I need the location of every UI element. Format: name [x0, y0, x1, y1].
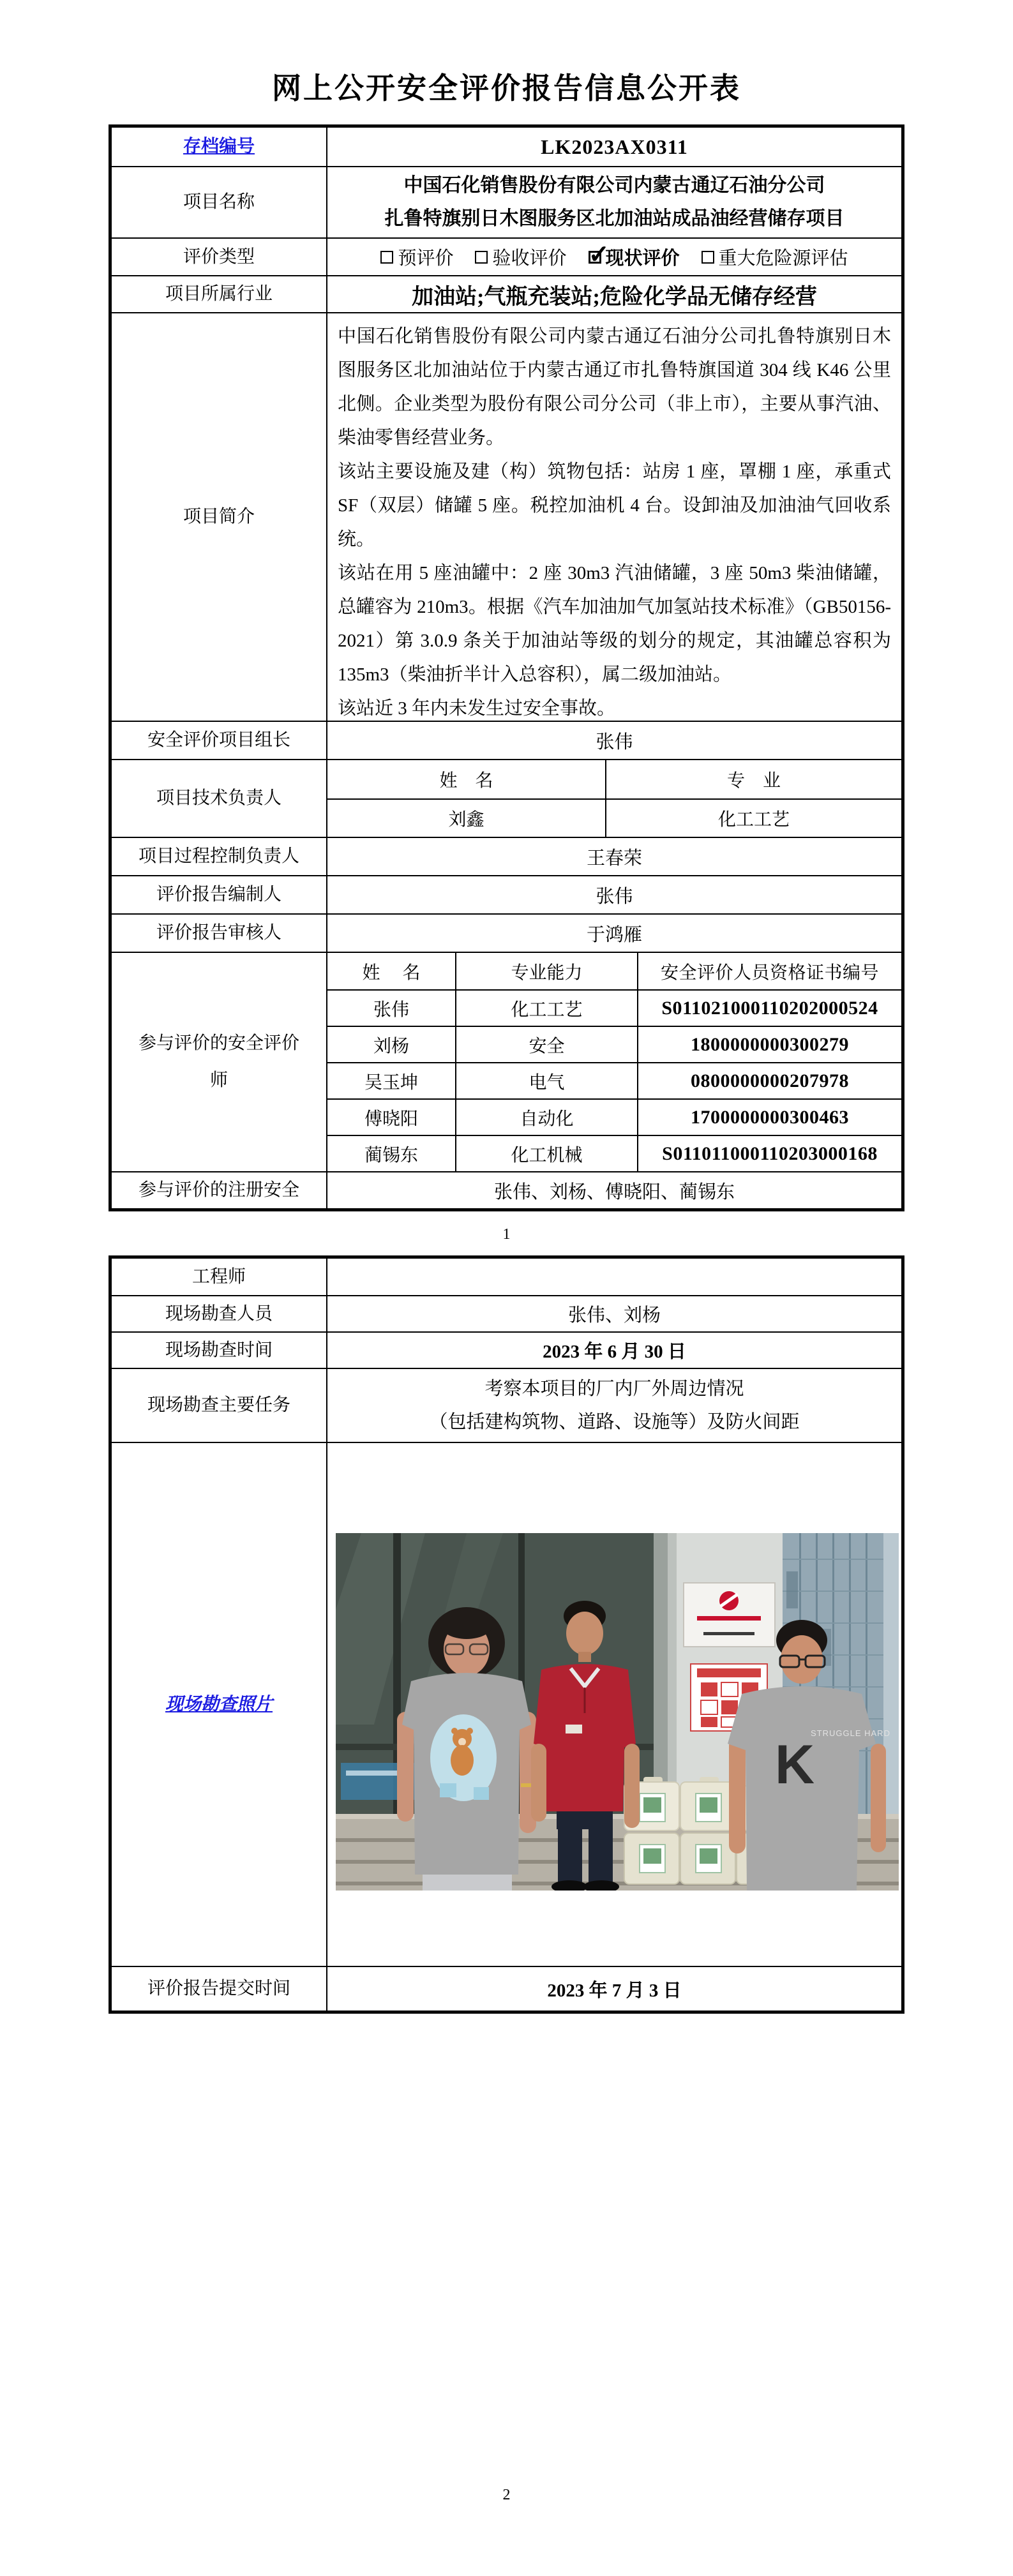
evaluator-cert-number: 0800000000207978 [691, 1070, 849, 1091]
row-engineer-label-continued [112, 1259, 901, 1295]
row-registered-engineers [112, 1171, 901, 1208]
evaluator-name: 蔺锡东 [327, 1136, 456, 1171]
page-number-1: 1 [502, 1226, 511, 1243]
evaluators-col-ability: 专业能力 [456, 953, 638, 989]
row-eval-type [112, 237, 901, 275]
evaluator-ability: 安全 [456, 1027, 638, 1062]
row-tech-lead [112, 759, 901, 837]
badge [566, 1725, 582, 1734]
evaluator-row [327, 989, 901, 1026]
evaluator-row [327, 1026, 901, 1062]
disclosure-table-page2 [109, 1255, 904, 2014]
evaluator-row [327, 1135, 901, 1171]
arm [729, 1737, 746, 1853]
registered-engineers-value: 张伟、刘杨、傅晓阳、蔺锡东 [493, 1181, 735, 1202]
tech-lead-label: 项目技术负责人 [112, 760, 327, 837]
survey-task-line1: 考察本项目的厂内厂外周边情况 [484, 1379, 744, 1399]
report-writer-value: 张伟 [596, 886, 633, 907]
face [566, 1612, 603, 1655]
industry-label: 项目所属行业 [112, 276, 327, 312]
row-report-writer [112, 875, 901, 913]
intro-paragraph: 该站在用 5 座油罐中：2 座 30m3 汽油储罐，3 座 50m3 柴油储罐，总罐容为 210m3。根据《汽车加油加气加氢站技术标准》（GB50156-2021）第 3.0.9 条关于加油站等级的划分的规定，其油罐总容积为 135m3（柴油折半计入总容积），属二级加油站。 [338, 563, 891, 685]
engineer-label: 工程师 [112, 1259, 327, 1295]
team-leader-label: 安全评价项目组长 [112, 722, 327, 759]
intro-paragraph: 该站近 3 年内未发生过安全事故。 [338, 698, 616, 719]
checkbox-unchecked-icon[interactable] [380, 251, 393, 264]
evaluator-ability: 化工工艺 [456, 991, 638, 1026]
evaluator-cert-number: 1700000000300463 [691, 1106, 849, 1128]
survey-photo-link[interactable]: 现场勘查照片 [165, 1694, 273, 1714]
tech-lead-major: 化工工艺 [717, 810, 790, 830]
survey-time-label: 现场勘查时间 [112, 1333, 327, 1368]
submit-time-value: 2023 年 7 月 3 日 [547, 1980, 682, 2001]
trousers [557, 1811, 613, 1829]
evaluators-col-name: 姓 名 [327, 953, 456, 989]
industry-value: 加油站;气瓶充装站;危险化学品无储存经营 [412, 285, 817, 309]
option-pre-evaluation[interactable] [380, 244, 453, 270]
survey-staff-value: 张伟、刘杨 [567, 1305, 661, 1326]
option-label: 重大危险源评估 [718, 248, 848, 269]
row-project-intro [112, 312, 901, 721]
survey-task-label: 现场勘查主要任务 [112, 1369, 327, 1442]
eval-type-label: 评价类型 [112, 239, 327, 275]
page-number-2: 2 [502, 2487, 511, 2503]
option-status-evaluation[interactable] [589, 244, 680, 270]
row-survey-task [112, 1368, 901, 1442]
evaluator-cert-number: S011021000110202000524 [661, 997, 878, 1019]
tech-lead-col-name: 姓 名 [327, 760, 606, 798]
row-submit-time [112, 1966, 901, 2011]
report-reviewer-label: 评价报告审核人 [112, 915, 327, 952]
sinopec-sign [684, 1583, 775, 1647]
registered-engineers-label: 参与评价的注册安全 [112, 1172, 327, 1208]
process-control-value: 王春荣 [586, 848, 642, 869]
option-label: 验收评价 [492, 248, 567, 269]
option-label: 现状评价 [605, 248, 680, 269]
tech-lead-header-row [327, 760, 901, 798]
process-control-label: 项目过程控制负责人 [112, 838, 327, 875]
evaluator-cert-number: S011011000110203000168 [662, 1142, 878, 1164]
evaluator-ability: 电气 [456, 1063, 638, 1098]
survey-photo [336, 1533, 899, 1891]
project-intro-label: 项目简介 [112, 313, 327, 721]
intro-paragraph: 中国石化销售股份有限公司内蒙古通辽石油分公司扎鲁特旗别日木图服务区北加油站位于内蒙古通辽市扎鲁特旗国道 304 线 K46 公里北侧。企业类型为股份有限公司分公司（非上市），主要从事汽油、柴油零售经营业务。 [338, 326, 891, 448]
report-writer-label: 评价报告编制人 [112, 876, 327, 913]
tshirt-letter: K [775, 1734, 815, 1795]
disclosure-table-page1 [109, 124, 904, 1211]
archive-number-value: LK2023AX0311 [541, 135, 688, 158]
intro-paragraph: 该站主要设施及建（构）筑物包括：站房 1 座，罩棚 1 座，承重式 SF（双层）储罐 5 座。税控加油机 4 台。设卸油及加油油气回收系统。 [338, 461, 891, 550]
option-label: 预评价 [398, 248, 454, 269]
tech-lead-col-major: 专 业 [726, 771, 781, 791]
row-archive-number [112, 128, 901, 166]
option-acceptance-evaluation[interactable] [475, 244, 566, 270]
arm [531, 1744, 546, 1822]
evaluators-header-row [327, 953, 901, 989]
tech-lead-value-row [327, 798, 901, 837]
tshirt-text: STRUGGLE HARD [811, 1728, 890, 1738]
row-survey-staff [112, 1295, 901, 1331]
project-name-line2: 扎鲁特旗别日木图服务区北加油站成品油经营储存项目 [384, 208, 844, 229]
survey-time-value: 2023 年 6 月 30 日 [543, 1342, 686, 1362]
evaluator-cert-number: 1800000000300279 [691, 1033, 849, 1055]
row-project-name [112, 166, 901, 237]
evaluator-name: 刘杨 [327, 1027, 456, 1062]
evaluator-row [327, 1062, 901, 1098]
project-name-label: 项目名称 [112, 167, 327, 237]
survey-staff-label: 现场勘查人员 [112, 1296, 327, 1331]
evaluators-label-line2: 师 [209, 1070, 228, 1090]
tech-lead-name: 刘鑫 [327, 800, 606, 837]
checkbox-unchecked-icon[interactable] [702, 251, 714, 264]
page-title: 网上公开安全评价报告信息公开表 [272, 72, 741, 105]
row-process-control [112, 837, 901, 875]
report-reviewer-value: 于鸿雁 [586, 924, 642, 945]
evaluator-row [327, 1098, 901, 1135]
row-evaluators [112, 952, 901, 1171]
archive-number-link[interactable]: 存档编号 [183, 137, 255, 157]
evaluator-name: 吴玉坤 [327, 1063, 456, 1098]
submit-time-label: 评价报告提交时间 [112, 1967, 327, 2011]
evaluator-ability: 化工机械 [456, 1136, 638, 1171]
survey-task-line2: （包括建构筑物、道路、设施等）及防火间距 [429, 1412, 800, 1432]
row-team-leader [112, 721, 901, 759]
checkbox-unchecked-icon[interactable] [475, 251, 488, 264]
project-name-line1: 中国石化销售股份有限公司内蒙古通辽石油分公司 [403, 175, 825, 196]
row-survey-time [112, 1331, 901, 1368]
team-leader-value: 张伟 [596, 731, 633, 753]
row-industry [112, 275, 901, 312]
evaluators-label-line1: 参与评价的安全评价 [138, 1033, 299, 1053]
engineer-value [327, 1259, 901, 1295]
evaluator-ability: 自动化 [456, 1100, 638, 1135]
row-report-reviewer [112, 913, 901, 952]
row-survey-photo [112, 1442, 901, 1966]
evaluator-name: 傅晓阳 [327, 1100, 456, 1135]
option-major-hazard-assessment[interactable] [702, 244, 848, 270]
evaluator-name: 张伟 [327, 991, 456, 1026]
checkbox-checked-icon[interactable] [589, 251, 601, 264]
evaluators-col-cert: 安全评价人员资格证书编号 [660, 962, 879, 983]
